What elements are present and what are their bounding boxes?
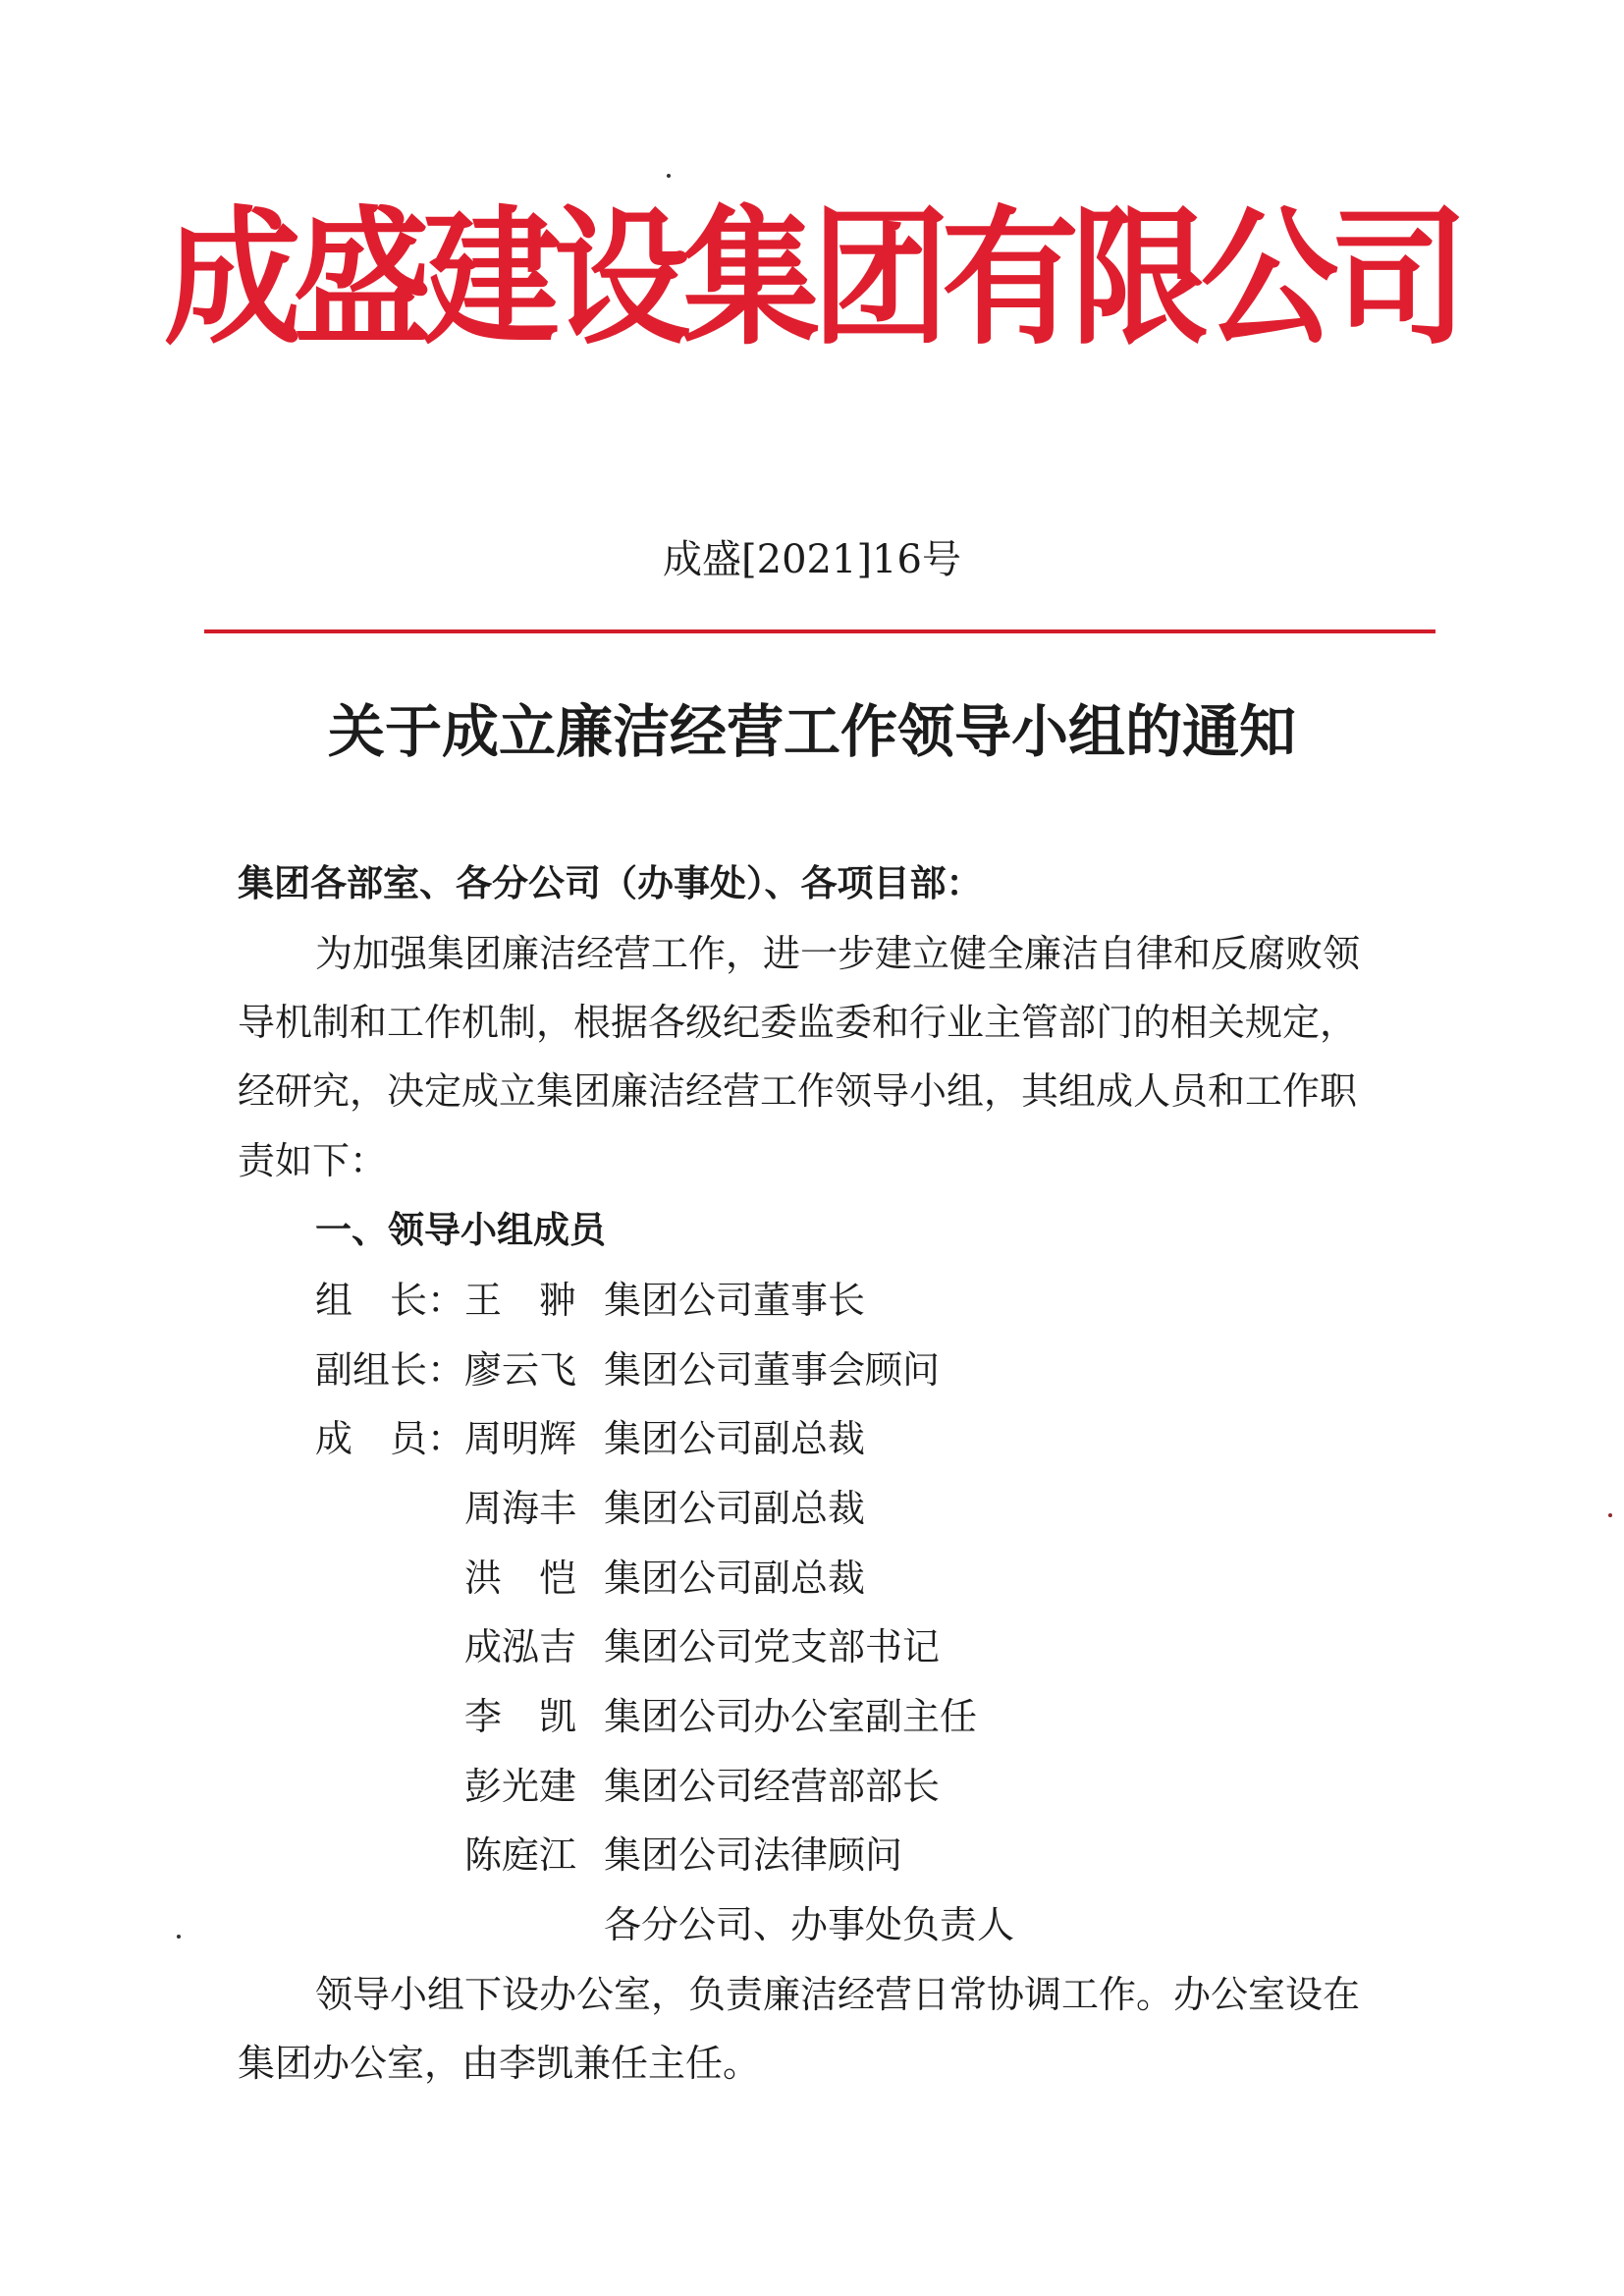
intro-line: 责如下： <box>238 1139 388 1182</box>
member-title: 集团公司经营部部长 <box>604 1765 941 1808</box>
section-heading-members: 一、领导小组成员 <box>315 1209 606 1251</box>
letterhead-red-rule <box>204 629 1435 633</box>
member-row <box>315 1625 941 1668</box>
member-row <box>315 1765 941 1808</box>
member-role: 副组长： <box>315 1348 465 1392</box>
member-name: 彭光建 <box>464 1765 577 1808</box>
member-row <box>315 1417 866 1460</box>
office-line: 集团办公室，由李凯兼任主任。 <box>238 2042 761 2085</box>
intro-line: 经研究，决定成立集团廉洁经营工作领导小组，其组成人员和工作职 <box>238 1069 1358 1113</box>
intro-line: 为加强集团廉洁经营工作，进一步建立健全廉洁自律和反腐败领 <box>315 932 1361 975</box>
salutation: 集团各部室、各分公司（办事处）、各项目部： <box>238 862 983 904</box>
office-line: 领导小组下设办公室，负责廉洁经营日常协调工作。办公室设在 <box>315 1973 1361 2016</box>
letterhead-company-name: 成盛建设集团有限公司 <box>163 192 1460 366</box>
member-name: 王 翀 <box>464 1279 577 1322</box>
member-title: 集团公司副总裁 <box>604 1487 866 1530</box>
member-title: 集团公司副总裁 <box>604 1417 866 1460</box>
member-name: 周海丰 <box>464 1487 577 1530</box>
member-row <box>315 1557 866 1600</box>
member-role: 组 长： <box>315 1279 465 1322</box>
scan-speck <box>667 174 671 178</box>
member-row <box>315 1487 866 1530</box>
member-title: 集团公司办公室副主任 <box>604 1695 978 1738</box>
scan-speck <box>177 1935 181 1939</box>
member-row <box>315 1903 1015 1946</box>
member-row <box>315 1833 903 1877</box>
member-title: 集团公司党支部书记 <box>604 1625 941 1668</box>
member-title: 集团公司法律顾问 <box>604 1833 903 1877</box>
member-title: 集团公司董事会顾问 <box>604 1348 941 1392</box>
member-role: 成 员： <box>315 1417 465 1460</box>
notice-title: 关于成立廉洁经营工作领导小组的通知 <box>327 698 1296 765</box>
scan-speck <box>1608 1513 1612 1517</box>
member-title: 集团公司副总裁 <box>604 1557 866 1600</box>
member-name: 洪 恺 <box>464 1557 577 1600</box>
member-title: 各分公司、办事处负责人 <box>604 1903 1015 1946</box>
member-name: 成泓吉 <box>464 1625 577 1668</box>
intro-line: 导机制和工作机制，根据各级纪委监委和行业主管部门的相关规定， <box>238 1001 1358 1044</box>
member-name: 李 凯 <box>464 1695 577 1738</box>
document-number: 成盛[2021]16号 <box>663 537 961 582</box>
member-name: 陈庭江 <box>464 1833 577 1877</box>
member-name: 周明辉 <box>464 1417 577 1460</box>
member-row <box>315 1279 866 1322</box>
member-row <box>315 1695 978 1738</box>
member-row <box>315 1348 941 1392</box>
member-name: 廖云飞 <box>464 1348 577 1392</box>
member-title: 集团公司董事长 <box>604 1279 866 1322</box>
